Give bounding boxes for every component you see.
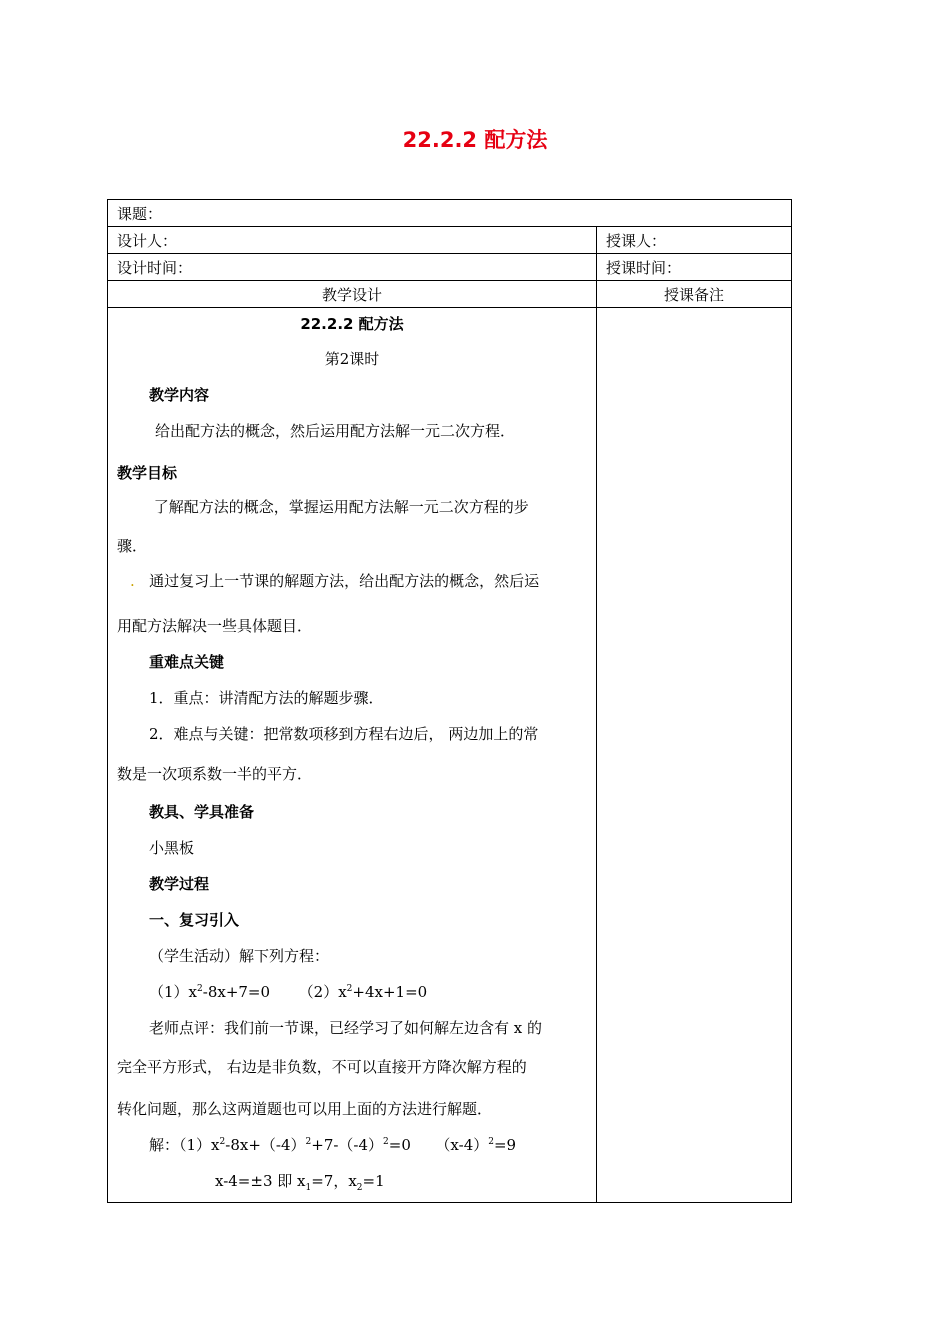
heading-review: 一、复习引入 <box>149 911 240 929</box>
teacher-cell: 授课人： <box>597 227 792 254</box>
solution-line-2: x-4=±3 即 $x_1=7$，$x_2=1$ <box>215 1172 385 1193</box>
heading-tools: 教具、学具准备 <box>149 803 255 821</box>
lesson-title: 22.2.2 配方法 <box>300 315 404 333</box>
teaching-design-cell <box>108 308 597 1203</box>
stray-mark: . <box>130 572 135 590</box>
paragraph-goal-3: . 通过复习上一节课的解题方法，给出配方法的概念，然后运 <box>130 572 540 590</box>
paragraph-goal-1: 了解配方法的概念，掌握运用配方法解一元二次方程的步 <box>153 498 529 516</box>
paragraph-activity: （学生活动）解下列方程： <box>149 947 330 965</box>
teaching-design-header: 教学设计 <box>108 281 597 308</box>
design-time-cell: 设计时间： <box>108 254 597 281</box>
solution-line-1: 解：$(1)x^2-8x+(-4)^2+7-(-4)^2=0$ $(x-4)^2=9$ <box>149 1136 517 1154</box>
paragraph-key-1: 1．重点：讲清配方法的解题步骤． <box>149 689 384 707</box>
heading-key: 重难点关键 <box>149 653 225 671</box>
lesson-content <box>108 308 596 1202</box>
paragraph-goal-2: 骤． <box>117 537 148 555</box>
lesson-number: 第2课时 <box>324 350 380 368</box>
heading-content: 教学内容 <box>149 386 210 404</box>
paragraph-key-2: 2．难点与关键：把常数项移到方程右边后， 两边加上的常 <box>149 725 539 743</box>
equations-line: $(1)x^2-8x+7=0$ $(2)x^2+4x+1=0$ <box>149 983 428 1001</box>
paragraph-content: 给出配方法的概念，然后运用配方法解一元二次方程． <box>155 422 516 440</box>
paragraph-comment-2: 完全平方形式， 右边是非负数，不可以直接开方降次解方程的 <box>117 1058 527 1076</box>
heading-goal: 教学目标 <box>117 464 178 482</box>
teaching-notes-header: 授课备注 <box>597 281 792 308</box>
teaching-notes-cell <box>597 308 792 1203</box>
document-title: 22.2.2 配方法 <box>402 128 548 152</box>
designer-cell: 设计人： <box>108 227 597 254</box>
paragraph-tools: 小黑板 <box>149 839 195 857</box>
teach-time-cell: 授课时间： <box>597 254 792 281</box>
paragraph-goal-4: 用配方法解决一些具体题目． <box>117 617 313 635</box>
paragraph-comment-1: 老师点评：我们前一节课，已经学习了如何解左边含有 x 的 <box>149 1019 542 1037</box>
heading-process: 教学过程 <box>149 875 210 893</box>
lesson-plan-table <box>107 199 792 1203</box>
topic-cell: 课题： <box>108 200 792 227</box>
paragraph-key-3: 数是一次项系数一半的平方． <box>117 765 313 783</box>
paragraph-comment-3: 转化问题，那么这两道题也可以用上面的方法进行解题． <box>117 1100 493 1118</box>
